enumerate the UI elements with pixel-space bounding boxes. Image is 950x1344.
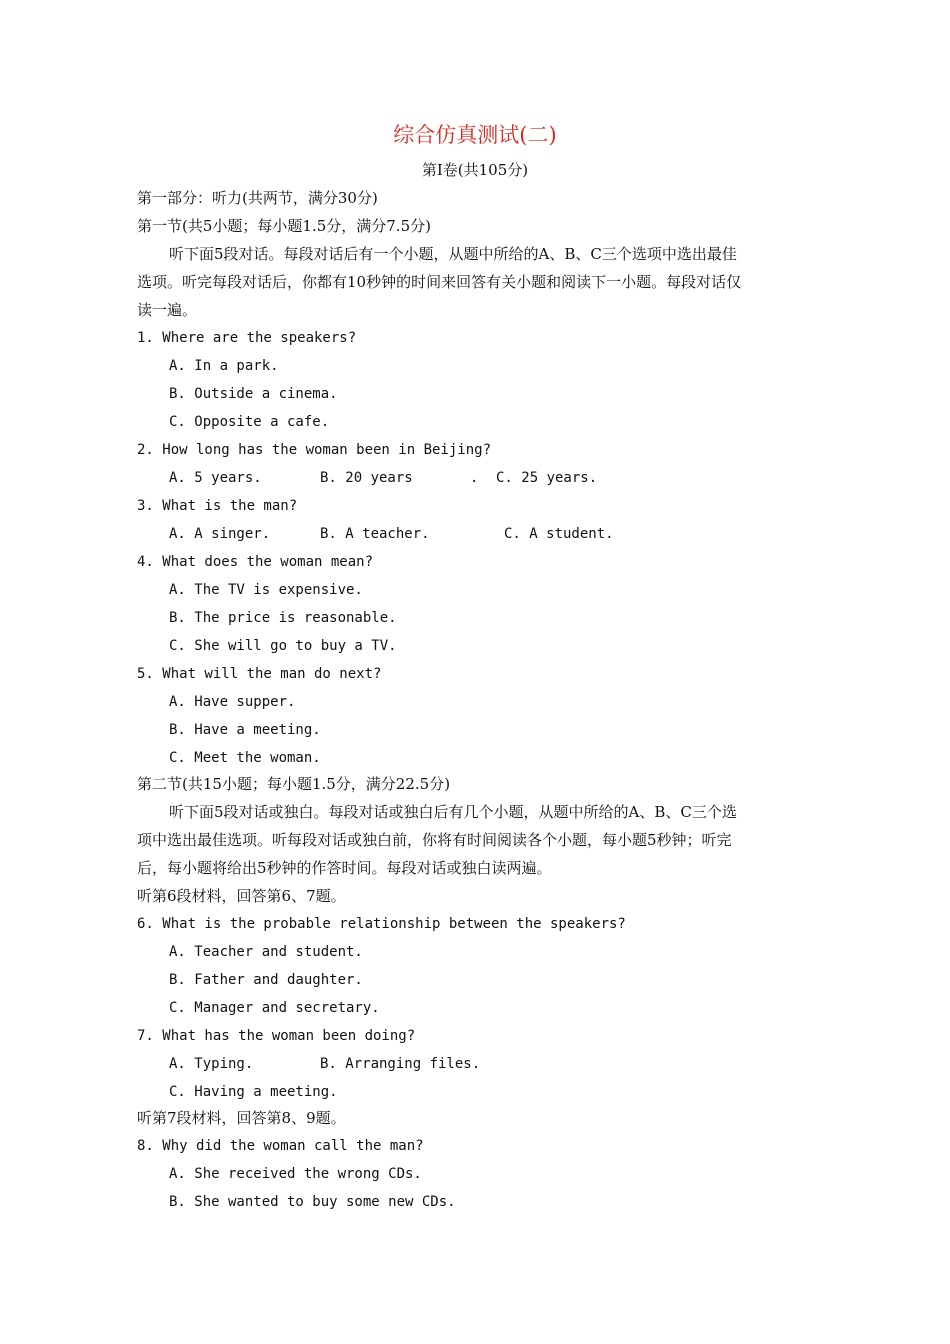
question-7-stem: 7. What has the woman been doing? <box>137 1028 416 1044</box>
question-7-option-a: A. Typing. <box>169 1056 254 1072</box>
question-4-option-a: A. The TV is expensive. <box>169 582 363 598</box>
section1-heading: 第一节(共5小题；每小题1.5分，满分7.5分) <box>137 217 431 235</box>
question-4-stem: 4. What does the woman mean? <box>137 554 374 570</box>
question-2-option-b: B. 20 years <box>320 470 413 486</box>
question-1-option-b: B. Outside a cinema. <box>169 386 338 402</box>
question-5-stem: 5. What will the man do next? <box>137 666 382 682</box>
question-8-stem: 8. Why did the woman call the man? <box>137 1138 424 1154</box>
question-2-stem: 2. How long has the woman been in Beijing? <box>137 442 492 458</box>
part1-heading: 第一部分：听力(共两节，满分30分) <box>137 189 378 207</box>
question-5-option-c: C. Meet the woman. <box>169 750 321 766</box>
question-6-option-a: A. Teacher and student. <box>169 944 363 960</box>
question-8-option-b: B. She wanted to buy some new CDs. <box>169 1194 456 1210</box>
section1-instruction-line3: 读一遍。 <box>137 301 198 319</box>
volume-heading: 第Ⅰ卷(共105分) <box>421 161 529 179</box>
question-7-option-c: C. Having a meeting. <box>169 1084 338 1100</box>
question-3-option-c: C. A student. <box>504 526 614 542</box>
question-2-stray-dot: . <box>470 470 479 486</box>
question-1-option-c: C. Opposite a cafe. <box>169 414 330 430</box>
question-3-stem: 3. What is the man? <box>137 498 298 514</box>
section2-heading: 第二节(共15小题；每小题1.5分，满分22.5分) <box>137 775 451 793</box>
question-3-option-b: B. A teacher. <box>320 526 430 542</box>
material-6-heading: 听第6段材料，回答第6、7题。 <box>137 887 346 905</box>
material-7-heading: 听第7段材料，回答第8、9题。 <box>137 1109 346 1127</box>
question-4-option-c: C. She will go to buy a TV. <box>169 638 397 654</box>
section1-instruction-line2: 选项。听完每段对话后，你都有10秒钟的时间来回答有关小题和阅读下一小题。每段对话仅 <box>137 273 742 291</box>
question-6-stem: 6. What is the probable relationship between the speakers? <box>137 916 626 932</box>
question-1-option-a: A. In a park. <box>169 358 279 374</box>
question-8-option-a: A. She received the wrong CDs. <box>169 1166 422 1182</box>
question-2-option-c: C. 25 years. <box>496 470 598 486</box>
section2-instruction-line2: 项中选出最佳选项。听每段对话或独白前，你将有时间阅读各个小题，每小题5秒钟；听完 <box>137 831 732 849</box>
question-2-option-a: A. 5 years. <box>169 470 262 486</box>
question-7-option-b: B. Arranging files. <box>320 1056 481 1072</box>
section1-instruction-line1: 听下面5段对话。每段对话后有一个小题，从题中所给的A、B、C三个选项中选出最佳 <box>169 245 737 263</box>
question-5-option-a: A. Have supper. <box>169 694 296 710</box>
question-3-option-a: A. A singer. <box>169 526 271 542</box>
question-1-stem: 1. Where are the speakers? <box>137 330 357 346</box>
question-4-option-b: B. The price is reasonable. <box>169 610 397 626</box>
question-6-option-c: C. Manager and secretary. <box>169 1000 380 1016</box>
question-5-option-b: B. Have a meeting. <box>169 722 321 738</box>
section2-instruction-line3: 后，每小题将给出5秒钟的作答时间。每段对话或独白读两遍。 <box>137 859 552 877</box>
section2-instruction-line1: 听下面5段对话或独白。每段对话或独白后有几个小题，从题中所给的A、B、C三个选 <box>169 803 737 821</box>
page-title: 综合仿真测试(二) <box>393 123 557 147</box>
question-6-option-b: B. Father and daughter. <box>169 972 363 988</box>
